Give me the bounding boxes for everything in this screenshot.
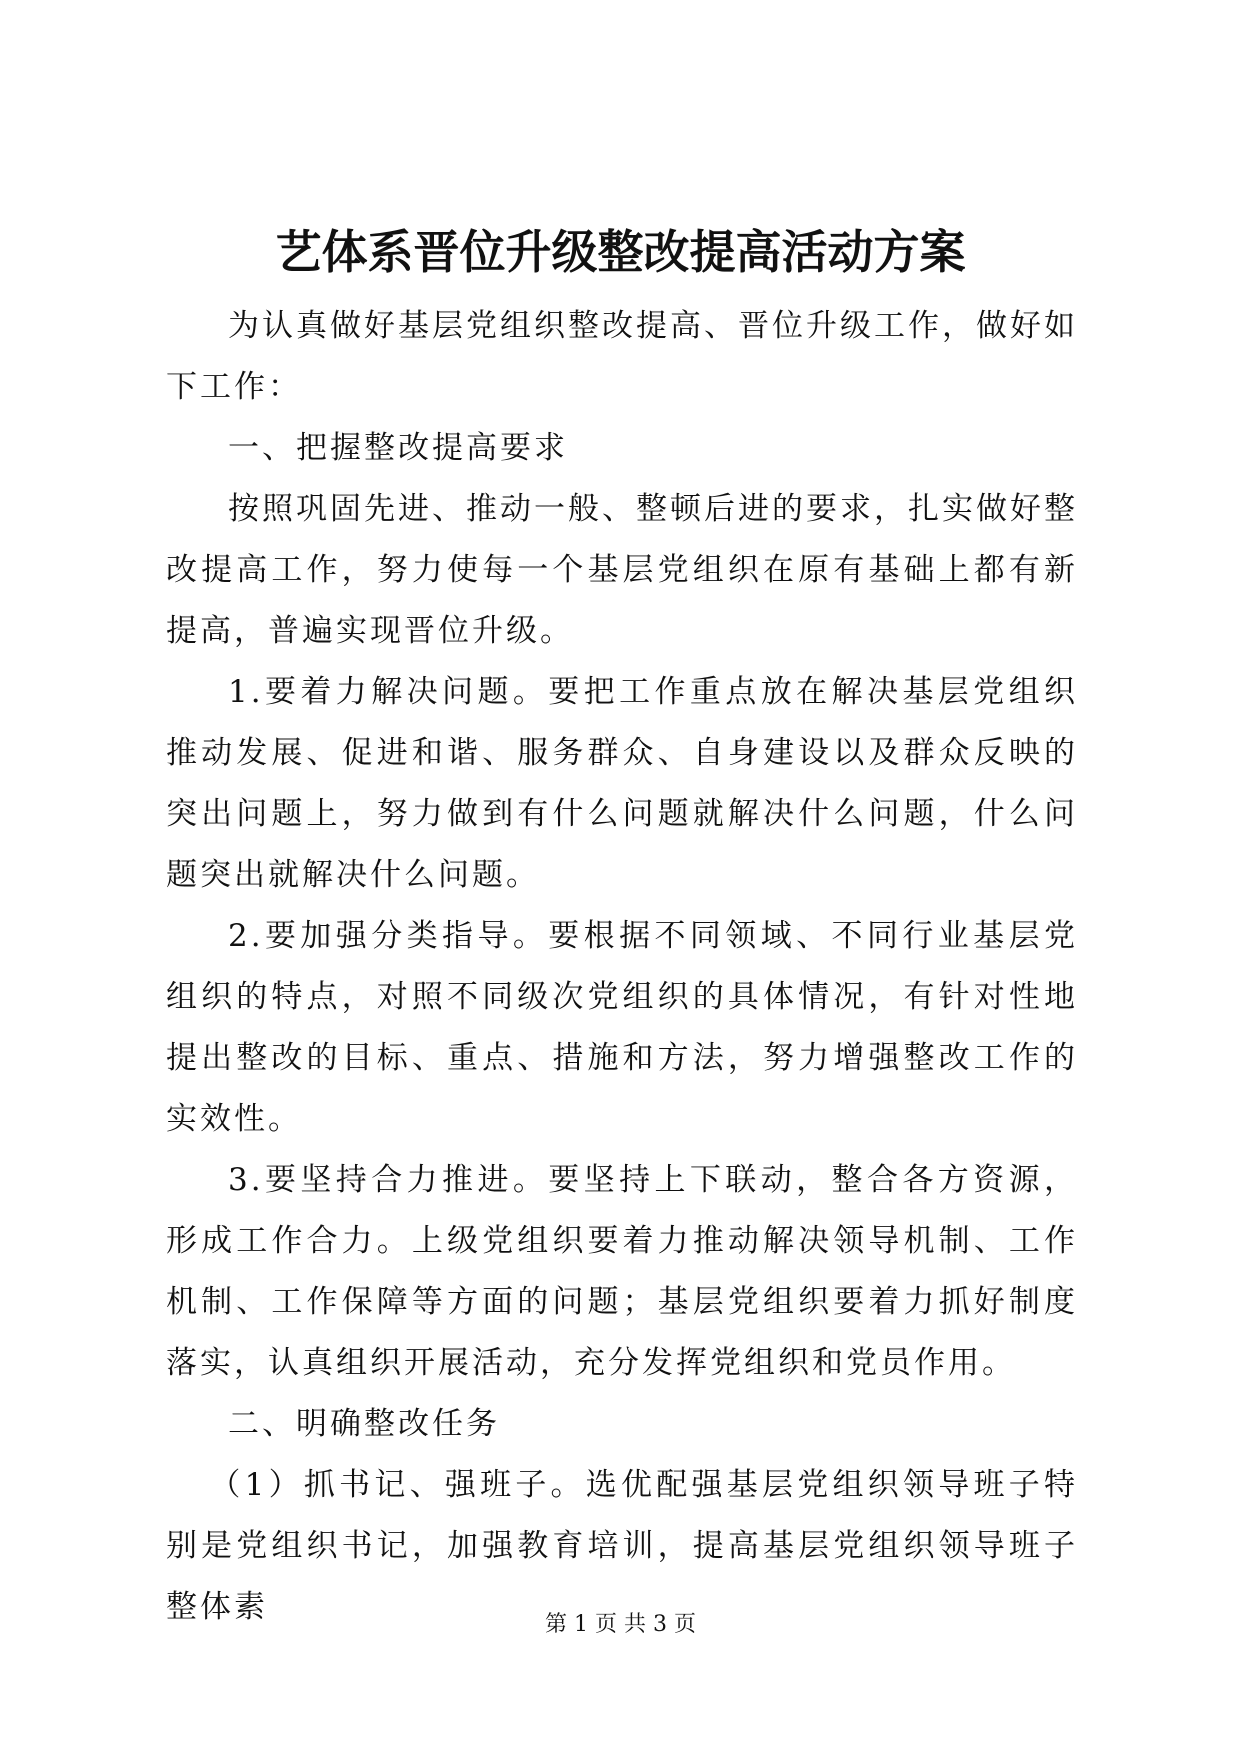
section-heading-2: 二、明确整改任务 <box>228 1406 500 1442</box>
section-heading-1: 一、把握整改提高要求 <box>228 430 568 466</box>
item-2-paragraph: 2.要加强分类指导。要根据不同领域、不同行业基层党组织的特点，对照不同级次党组织的具体情况，有针对性地提出整改的目标、重点、措施和方法，努力增强整改工作的实效性。 <box>166 918 1078 1137</box>
task-1-paragraph: （1）抓书记、强班子。选优配强基层党组织领导班子特别是党组织书记，加强教育培训，提高基层党组织领导班子整体素 <box>166 1467 1078 1625</box>
intro-paragraph: 为认真做好基层党组织整改提高、晋位升级工作，做好如下工作： <box>166 308 1078 405</box>
page-footer: 第 1 页 共 3 页 <box>545 1612 696 1637</box>
section-1-paragraph: 按照巩固先进、推动一般、整顿后进的要求，扎实做好整改提高工作，努力使每一个基层党组织在原有基础上都有新提高，普遍实现晋位升级。 <box>166 491 1078 649</box>
item-1-paragraph: 1.要着力解决问题。要把工作重点放在解决基层党组织推动发展、促进和谐、服务群众、自身建设以及群众反映的突出问题上，努力做到有什么问题就解决什么问题，什么问题突出就解决什么问题。 <box>166 674 1078 893</box>
document-title: 艺体系晋位升级整改提高活动方案 <box>275 225 966 279</box>
document-body <box>166 296 1078 1638</box>
item-3-paragraph: 3.要坚持合力推进。要坚持上下联动，整合各方资源，形成工作合力。上级党组织要着力推动解决领导机制、工作机制、工作保障等方面的问题；基层党组织要着力抓好制度落实，认真组织开展活动，充分发挥党组织和党员作用。 <box>166 1162 1078 1381</box>
